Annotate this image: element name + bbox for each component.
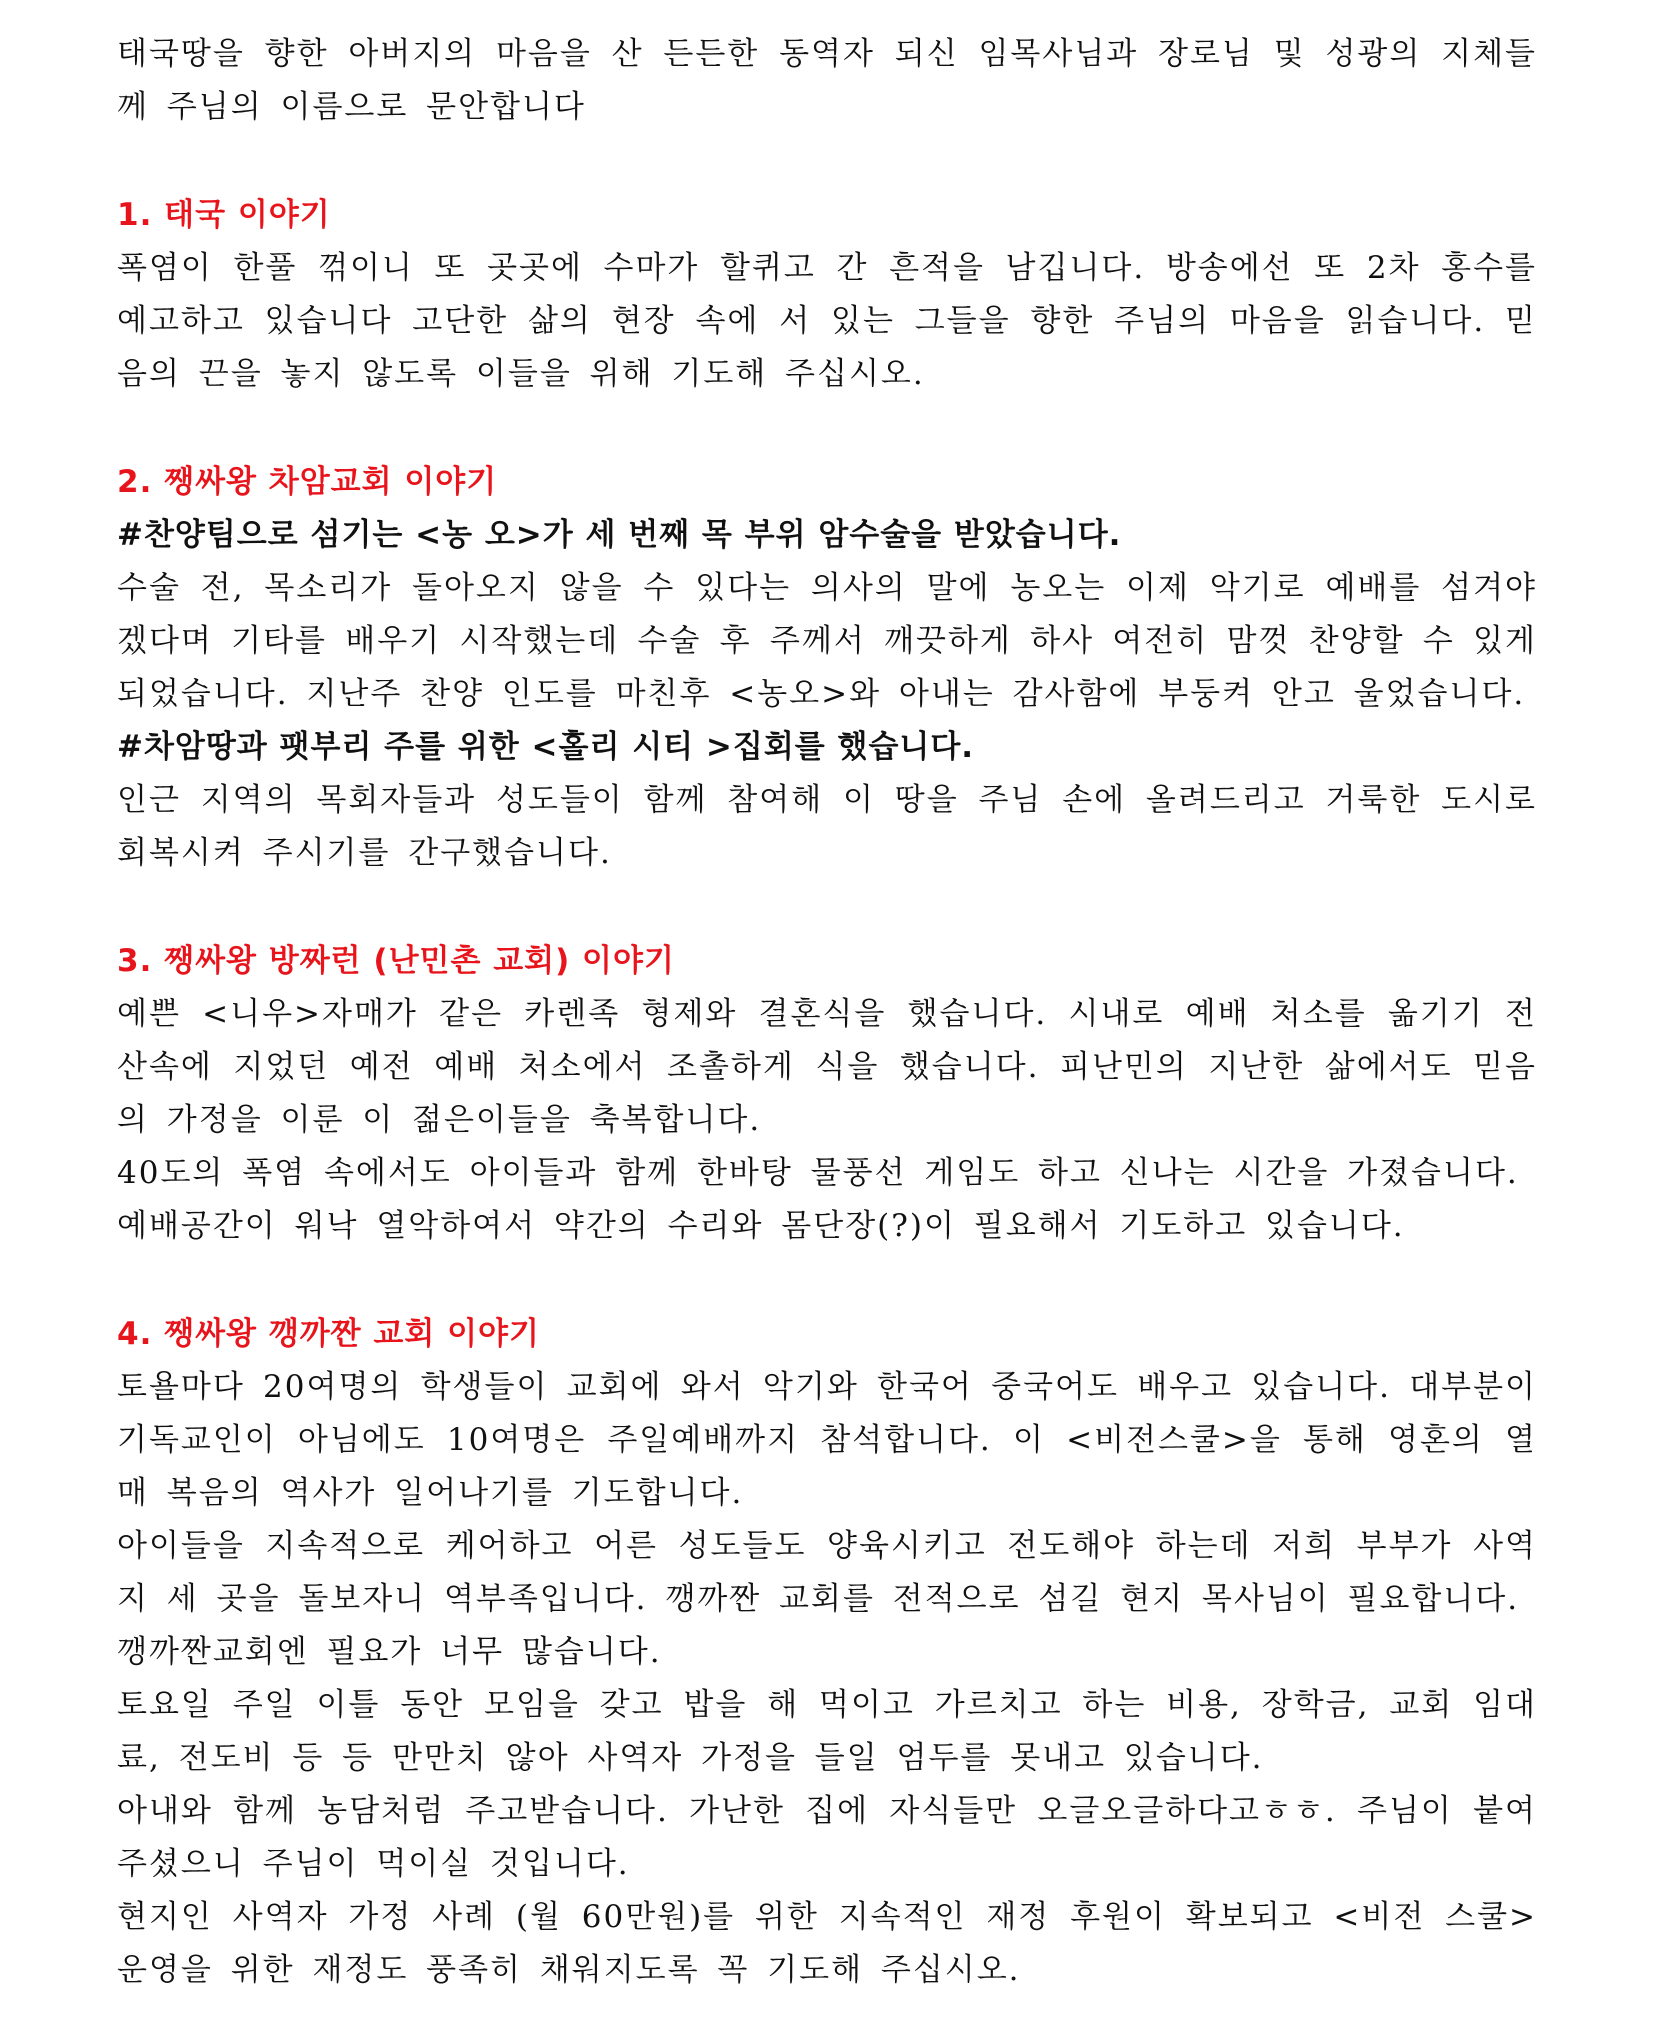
section-4-paragraph-1: 토욜마다 20여명의 학생들이 교회에 와서 악기와 한국어 중국어도 배우고 있습니다. 대부분이 기독교인이 아님에도 10여명은 주일예배까지 참석합니다. 이 <비전스쿨>을 통해 영혼의 열매 복음의 역사가 일어나기를 기도합니다. bbox=[117, 1369, 1537, 1511]
section-2-subheading-2: #차암땅과 팻부리 주를 위한 <홀리 시티 >집회를 했습니다. bbox=[117, 729, 975, 765]
section-1-heading: 1. 태국 이야기 bbox=[117, 197, 331, 233]
section-1-paragraph: 폭염이 한풀 꺾이니 또 곳곳에 수마가 할퀴고 간 흔적을 남깁니다. 방송에선 또 2차 홍수를 예고하고 있습니다 고단한 삶의 현장 속에 서 있는 그들을 향한 주님의 마음을 읽습니다. 믿음의 끈을 놓지 않도록 이들을 위해 기도해 주십시오. bbox=[117, 250, 1537, 392]
section-4-paragraph-5: 아내와 함께 농담처럼 주고받습니다. 가난한 집에 자식들만 오글오글하다고ㅎㅎ. 주님이 붙여주셨으니 주님이 먹이실 것입니다. bbox=[117, 1793, 1537, 1882]
section-4-paragraph-2: 아이들을 지속적으로 케어하고 어른 성도들도 양육시키고 전도해야 하는데 저희 부부가 사역지 세 곳을 돌보자니 역부족입니다. 깽까짠 교회를 전적으로 섬길 현지 목사님이 필요합니다. bbox=[117, 1528, 1537, 1617]
section-4-paragraph-3: 깽까짠교회엔 필요가 너무 많습니다. bbox=[117, 1634, 662, 1670]
section-3-heading: 3. 쨍싸왕 방짜런 (난민촌 교회) 이야기 bbox=[117, 943, 675, 979]
section-2-paragraph-2: 인근 지역의 목회자들과 성도들이 함께 참여해 이 땅을 주님 손에 올려드리고 거룩한 도시로 회복시켜 주시기를 간구했습니다. bbox=[117, 782, 1537, 871]
section-3-paragraph-2: 40도의 폭염 속에서도 아이들과 함께 한바탕 물풍선 게임도 하고 신나는 시간을 가졌습니다. bbox=[117, 1155, 1519, 1191]
section-2-heading: 2. 쨍싸왕 차암교회 이야기 bbox=[117, 464, 498, 500]
section-4-paragraph-4: 토요일 주일 이틀 동안 모임을 갖고 밥을 해 먹이고 가르치고 하는 비용, 장학금, 교회 임대료, 전도비 등 등 만만치 않아 사역자 가정을 들일 엄두를 못내고 있습니다. bbox=[117, 1687, 1537, 1776]
letter-page bbox=[117, 28, 1537, 1997]
greeting-paragraph: 태국땅을 향한 아버지의 마음을 산 든든한 동역자 되신 임목사님과 장로님 및 성광의 지체들께 주님의 이름으로 문안합니다 bbox=[117, 36, 1537, 125]
section-3-paragraph-3: 예배공간이 워낙 열악하여서 약간의 수리와 몸단장(?)이 필요해서 기도하고 있습니다. bbox=[117, 1208, 1405, 1244]
section-2-paragraph-1: 수술 전, 목소리가 돌아오지 않을 수 있다는 의사의 말에 농오는 이제 악기로 예배를 섬겨야겠다며 기타를 배우기 시작했는데 수술 후 주께서 깨끗하게 하사 여전히 맘껏 찬양할 수 있게 되었습니다. 지난주 찬양 인도를 마친후 <농오>와 아내는 감사함에 부둥켜 안고 울었습니다. bbox=[117, 570, 1537, 712]
section-4-paragraph-6: 현지인 사역자 가정 사례 (월 60만원)를 위한 지속적인 재정 후원이 확보되고 <비전 스쿨>운영을 위한 재정도 풍족히 채워지도록 꼭 기도해 주십시오. bbox=[117, 1899, 1537, 1988]
section-4-heading: 4. 쨍싸왕 깽까짠 교회 이야기 bbox=[117, 1316, 540, 1352]
section-2-subheading-1: #찬양팀으로 섬기는 <농 오>가 세 번째 목 부위 암수술을 받았습니다. bbox=[117, 517, 1122, 553]
section-3-paragraph-1: 예쁜 <니우>자매가 같은 카렌족 형제와 결혼식을 했습니다. 시내로 예배 처소를 옮기기 전 산속에 지었던 예전 예배 처소에서 조촐하게 식을 했습니다. 피난민의 지난한 삶에서도 믿음의 가정을 이룬 이 젊은이들을 축복합니다. bbox=[117, 996, 1537, 1138]
